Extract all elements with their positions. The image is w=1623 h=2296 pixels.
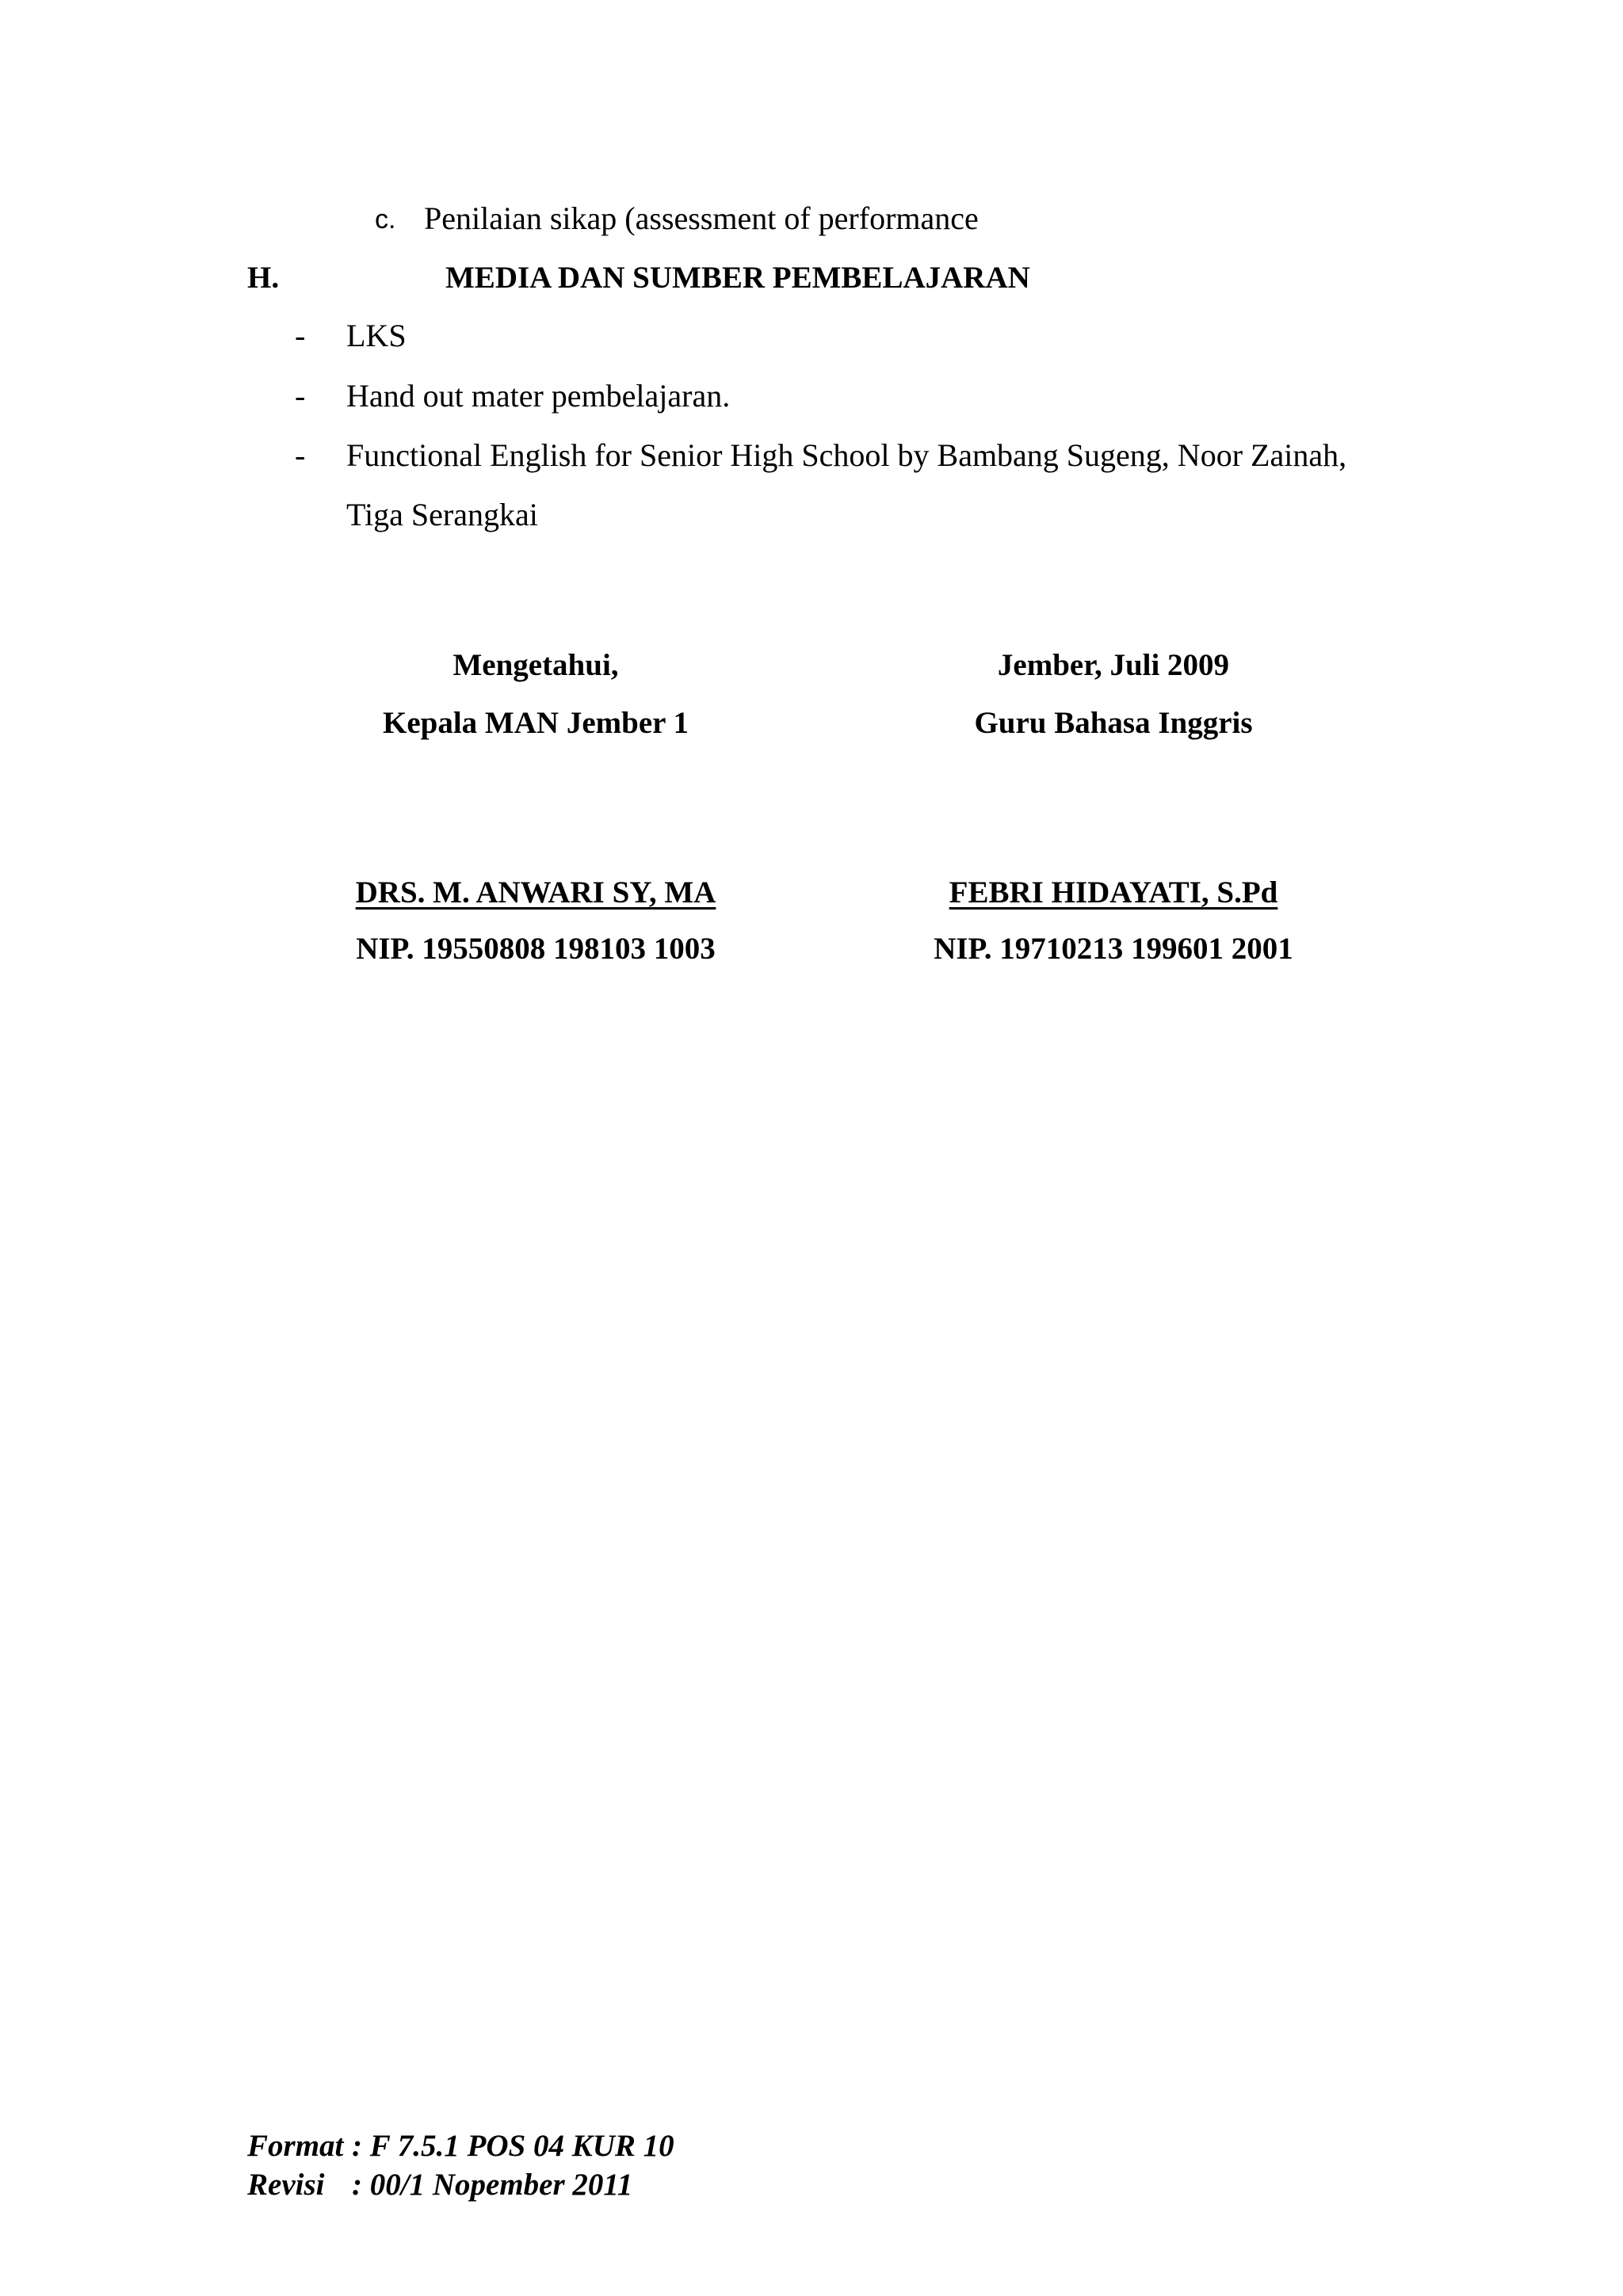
list-item-continuation: Tiga Serangkai xyxy=(346,497,538,532)
sig-left-name xyxy=(258,875,813,910)
sig-left-name-text: DRS. M. ANWARI SY, MA xyxy=(355,875,716,910)
list-bullet: - xyxy=(295,378,306,414)
sig-right-nip: NIP. 19710213 199601 2001 xyxy=(934,932,1293,966)
list-bullet: - xyxy=(295,318,306,353)
sig-left-line2: Kepala MAN Jember 1 xyxy=(383,706,689,740)
list-item: LKS xyxy=(346,318,407,353)
footer-format-value: : F 7.5.1 POS 04 KUR 10 xyxy=(352,2129,674,2163)
sig-right-name xyxy=(836,875,1391,910)
sub-item-text: Penilaian sikap (assessment of performance xyxy=(424,200,979,236)
section-number: H. xyxy=(247,261,280,295)
sig-right-line1: Jember, Juli 2009 xyxy=(997,648,1230,682)
sig-left-nip: NIP. 19550808 198103 1003 xyxy=(356,932,716,966)
footer-revisi-label: Revisi xyxy=(247,2168,325,2202)
sub-item-letter: c. xyxy=(375,204,396,235)
footer-revisi-value: : 00/1 Nopember 2011 xyxy=(352,2168,633,2202)
list-item: Functional English for Senior High School by Bambang Sugeng, Noor Zainah, xyxy=(346,437,1347,473)
sig-right-line2: Guru Bahasa Inggris xyxy=(974,706,1253,740)
sig-right-name-text: FEBRI HIDAYATI, S.Pd xyxy=(949,875,1278,910)
section-title: MEDIA DAN SUMBER PEMBELAJARAN xyxy=(445,261,1030,295)
list-item: Hand out mater pembelajaran. xyxy=(346,378,731,414)
list-bullet: - xyxy=(295,437,306,473)
footer-format-label: Format xyxy=(247,2129,344,2163)
sig-left-line1: Mengetahui, xyxy=(453,648,619,682)
